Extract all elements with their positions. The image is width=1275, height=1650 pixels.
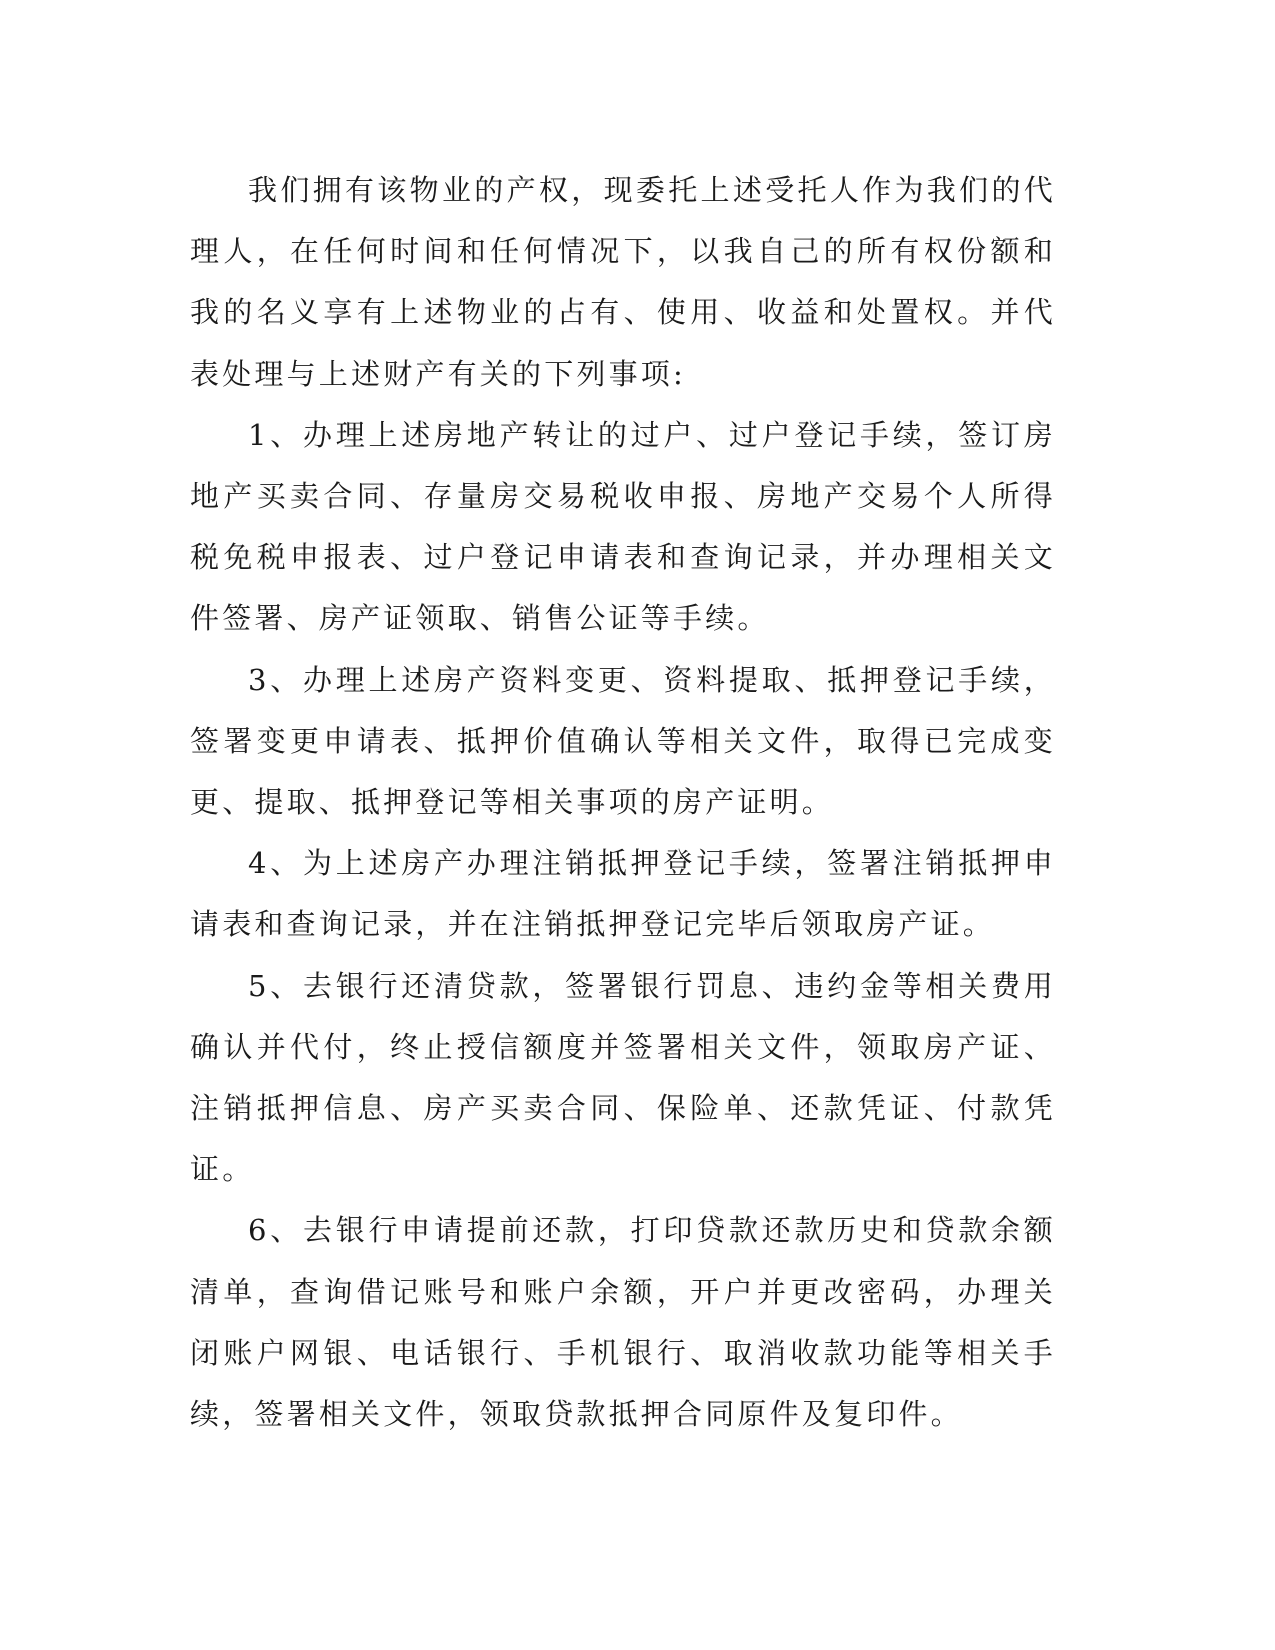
paragraph-item-3: 3、办理上述房产资料变更、资料提取、抵押登记手续，签署变更申请表、抵押价值确认等相关文件，取得已完成变更、提取、抵押登记等相关事项的房产证明。: [190, 662, 1056, 820]
paragraph-item-1: 1、办理上述房地产转让的过户、过户登记手续，签订房地产买卖合同、存量房交易税收申报、房地产交易个人所得税免税申报表、过户登记申请表和查询记录，并办理相关文件签署、房产证领取、销售公证等手续。: [190, 417, 1056, 636]
paragraph-intro: 我们拥有该物业的产权，现委托上述受托人作为我们的代理人，在任何时间和任何情况下，以我自己的所有权份额和我的名义享有上述物业的占有、使用、收益和处置权。并代表处理与上述财产有关的下列事项:: [190, 173, 1056, 391]
paragraph-item-6: 6、去银行申请提前还款，打印贷款还款历史和贷款余额清单，查询借记账号和账户余额，开户并更改密码，办理关闭账户网银、电话银行、手机银行、取消收款功能等相关手续，签署相关文件，领取贷款抵押合同原件及复印件。: [190, 1213, 1056, 1432]
paragraph-item-5: 5、去银行还清贷款，签署银行罚息、违约金等相关费用确认并代付，终止授信额度并签署相关文件，领取房产证、注销抵押信息、房产买卖合同、保险单、还款凭证、付款凭证。: [190, 968, 1056, 1187]
document-body: [190, 160, 1056, 1445]
paragraph-item-4: 4、为上述房产办理注销抵押登记手续，签署注销抵押申请表和查询记录，并在注销抵押登记完毕后领取房产证。: [190, 846, 1056, 942]
